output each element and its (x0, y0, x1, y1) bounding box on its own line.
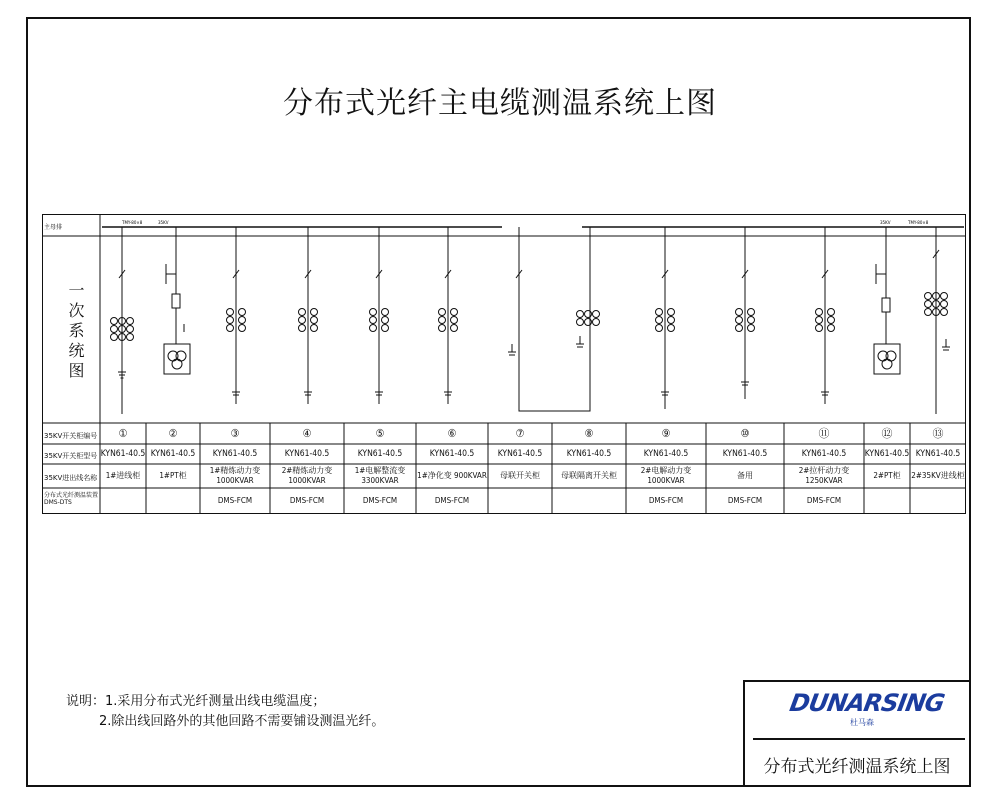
cabinet-model-cell: KYN61-40.5 (212, 449, 258, 459)
cabinet-name-cell: 母联隔离开关柜 (561, 471, 617, 480)
title-block (743, 680, 971, 787)
cabinet-model-cell: KYN61-40.5 (284, 449, 330, 459)
row-label-busbar: 主母排 (44, 224, 63, 231)
pt-cabinet-right (874, 264, 900, 374)
cabinet-name-cell: 1#净化变 900KVAR (417, 471, 487, 480)
row-label-dts-device: 分布式光纤测温装置DMS-DTS (44, 492, 99, 506)
cabinet-model-cell: KYN61-40.5 (100, 449, 146, 459)
cabinet-model-cell: KYN61-40.5 (915, 449, 961, 459)
cabinet-model-cell: KYN61-40.5 (566, 449, 612, 459)
cabinet-dts-cell: DMS-FCM (727, 496, 763, 505)
cabinet-name-cell: 2#拉杆动力变 1250KVAR (798, 466, 850, 485)
cabinet-model-cell: KYN61-40.5 (722, 449, 768, 459)
cabinet-no-cell: ⑥ (447, 426, 457, 440)
row-label-feeder-name: 35KV进出线名称 (44, 474, 98, 482)
breaker-marks (119, 250, 939, 278)
cabinet-dts-cell: DMS-FCM (289, 496, 325, 505)
cabinet-dts-cell (100, 488, 146, 514)
cabinet-name-cell: 1#电解整流变 3300KVAR (354, 466, 406, 485)
cabinet-model-cell: KYN61-40.5 (150, 449, 196, 459)
cabinet-dts-cell (864, 488, 910, 514)
drawing-main-title: 分布式光纤主电缆测温系统上图 (283, 86, 717, 121)
cabinet-name-cell: 2#35KV进线柜 (911, 471, 965, 480)
cabinet-dts-cell (910, 488, 966, 514)
bus-tag-right-b: TMY-80×8 (908, 220, 929, 225)
cabinet-name-cell: 1#PT柜 (159, 471, 187, 480)
company-logo: DUNARSING (787, 689, 947, 717)
bus-tag-right-a: 35KV (880, 220, 891, 225)
cabinet-no-cell: ⑩ (740, 426, 750, 440)
cabinet-name-cell: 母联开关柜 (500, 471, 540, 480)
bus-tag-left-b: 35KV (158, 220, 169, 225)
cabinet-model-cell: KYN61-40.5 (497, 449, 543, 459)
cabinet-dts-cell: DMS-FCM (217, 496, 253, 505)
cabinet-no-cell: ③ (230, 426, 240, 440)
cabinet-no-cell: ⑤ (375, 426, 385, 440)
cabinet-no-cell: ⑦ (515, 426, 525, 440)
cabinet-model-cell: KYN61-40.5 (429, 449, 475, 459)
cabinet-model-cell: KYN61-40.5 (643, 449, 689, 459)
cabinet-no-cell: ⑨ (661, 426, 671, 440)
cabinet-dts-cell (488, 488, 552, 514)
cabinet-dts-cell: DMS-FCM (434, 496, 470, 505)
company-logo-subtitle: 杜马森 (850, 718, 874, 727)
cabinet-no-cell: ② (168, 426, 178, 440)
cabinet-name-cell: 备用 (737, 471, 753, 480)
cabinet-name-cell: 2#PT柜 (873, 471, 901, 480)
cabinet-name-cell: 1#精炼动力变 1000KVAR (209, 466, 261, 485)
row-label-primary: 一次系统图 (66, 282, 85, 382)
title-block-divider (753, 738, 965, 740)
pt-cabinet-left (164, 264, 190, 374)
cabinet-dts-cell: DMS-FCM (362, 496, 398, 505)
cabinet-no-cell: ⑫ (881, 426, 893, 440)
cabinet-dts-cell (552, 488, 626, 514)
cabinet-dts-cell: DMS-FCM (806, 496, 842, 505)
feeder-lines (122, 227, 936, 414)
cabinet-model-cell: KYN61-40.5 (357, 449, 403, 459)
cabinet-name-cell: 1#进线柜 (105, 471, 141, 480)
bus-tag-left-a: TMY-80×8 (122, 220, 143, 225)
cabinet-name-cell: 2#电解动力变 1000KVAR (640, 466, 692, 485)
cabinet-no-cell: ⑧ (584, 426, 594, 440)
cabinet-no-cell: ④ (302, 426, 312, 440)
row-label-cabinet-no: 35KV开关柜编号 (44, 432, 98, 440)
note-line-2: 2.除出线回路外的其他回路不需要铺设测温光纤。 (99, 714, 385, 729)
cabinet-no-cell: ⑪ (818, 426, 830, 440)
note-line-1: 说明：1.采用分布式光纤测量出线电缆温度； (66, 694, 326, 709)
cabinet-model-cell: KYN61-40.5 (864, 449, 910, 459)
cabinet-model-cell: KYN61-40.5 (801, 449, 847, 459)
title-block-drawing-title: 分布式光纤测温系统上图 (763, 757, 951, 777)
cabinet-name-cell: 2#精炼动力变 1000KVAR (281, 466, 333, 485)
cabinet-no-cell: ① (118, 426, 128, 440)
notes (66, 692, 384, 732)
cabinet-dts-cell (146, 488, 200, 514)
cabinet-dts-cell: DMS-FCM (648, 496, 684, 505)
cabinet-no-cell: ⑬ (932, 426, 944, 440)
row-label-cabinet-model: 35KV开关柜型号 (44, 452, 98, 460)
